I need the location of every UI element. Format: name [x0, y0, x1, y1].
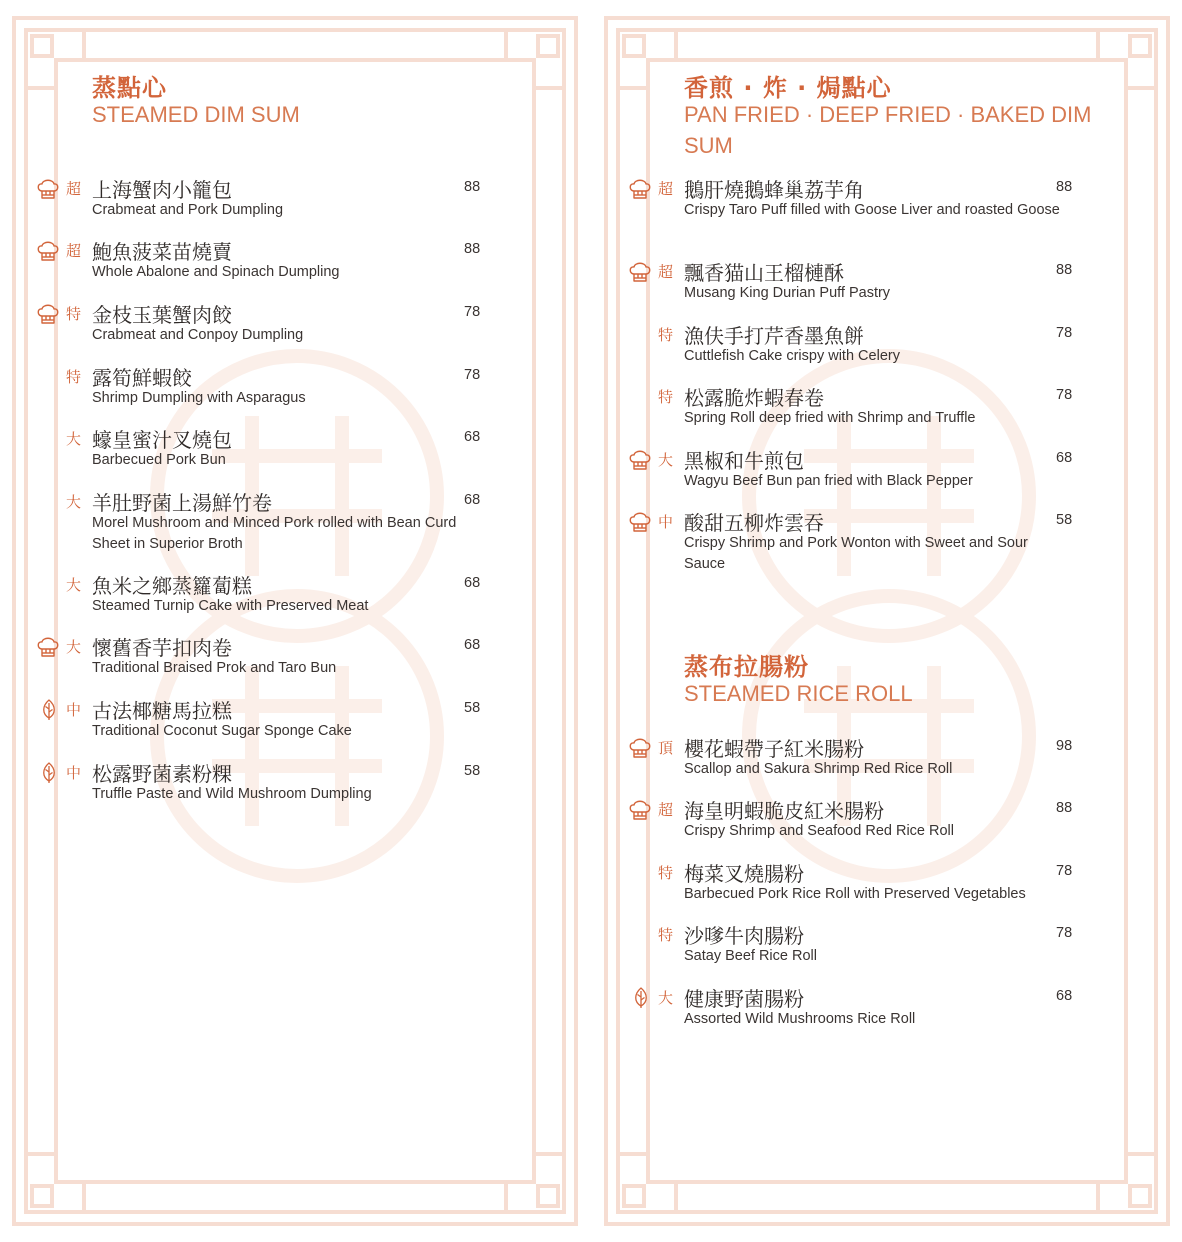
- dish-name-zh: 黑椒和牛煎包: [684, 449, 804, 473]
- menu-item: [604, 509, 1170, 572]
- section-title-en: STEAMED DIM SUM: [92, 102, 300, 127]
- dish-name-zh: 漁伕手打芹香墨魚餅: [684, 324, 864, 348]
- tier-badge: 超: [658, 180, 674, 198]
- tier-badge: 大: [66, 493, 82, 511]
- tier-badge: 特: [658, 864, 674, 882]
- chef-hat-icon: [628, 511, 652, 533]
- dish-price: 68: [464, 492, 481, 508]
- dish-price: 68: [464, 637, 481, 653]
- tier-badge: 大: [66, 576, 82, 594]
- leaf-icon: [633, 987, 649, 1009]
- tier-badge: 中: [66, 764, 82, 782]
- dish-name-en: Musang King Durian Puff Pastry: [684, 285, 891, 301]
- dish-price: 68: [464, 429, 481, 445]
- dish-name-zh: 梅菜叉燒腸粉: [684, 862, 804, 886]
- tier-badge: 中: [658, 513, 674, 531]
- menu-item: [604, 384, 1170, 444]
- dish-name-en: Crabmeat and Pork Dumpling: [92, 202, 284, 218]
- dish-name-en: Traditional Braised Prok and Taro Bun: [92, 660, 337, 676]
- tier-badge: 大: [66, 638, 82, 656]
- dish-name-en: Crispy Shrimp and Pork Wonton with Sweet and Sour Sauce: [684, 535, 1028, 572]
- dish-name-en: Wagyu Beef Bun pan fried with Black Pepper: [684, 473, 973, 489]
- menu-item: [604, 735, 1170, 795]
- tier-badge: 大: [658, 451, 674, 469]
- dish-price: 68: [1056, 988, 1073, 1004]
- dish-name-en: Shrimp Dumpling with Asparagus: [92, 390, 306, 406]
- dish-price: 58: [1056, 512, 1073, 528]
- menu-item: [604, 985, 1170, 1045]
- chef-hat-icon: [36, 636, 60, 658]
- dish-name-zh: 懷舊香芋扣肉卷: [92, 636, 232, 660]
- menu-item: [604, 322, 1170, 382]
- menu-content-left: [12, 16, 578, 1226]
- dish-name-en: Traditional Coconut Sugar Sponge Cake: [92, 723, 352, 739]
- section-title-en: STEAMED RICE ROLL: [684, 681, 913, 706]
- dish-name-zh: 魚米之鄉蒸籮蔔糕: [92, 574, 252, 598]
- menu-page-right: [604, 16, 1170, 1226]
- leaf-icon: [41, 699, 57, 721]
- tier-badge: 特: [66, 368, 82, 386]
- tier-badge: 大: [658, 989, 674, 1007]
- dish-name-en: Truffle Paste and Wild Mushroom Dumpling: [92, 786, 372, 802]
- dish-name-en: Barbecued Pork Bun: [92, 452, 226, 468]
- dish-price: 88: [1056, 179, 1073, 195]
- dish-name-zh: 海皇明蝦脆皮紅米腸粉: [684, 799, 884, 823]
- chef-hat-icon: [628, 799, 652, 821]
- dish-name-en: Scallop and Sakura Shrimp Red Rice Roll: [684, 761, 953, 777]
- menu-item: [12, 176, 578, 236]
- menu-item: [12, 697, 578, 757]
- menu-item: [604, 860, 1170, 920]
- dish-name-zh: 古法椰糖馬拉糕: [92, 699, 232, 723]
- dish-price: 78: [1056, 925, 1073, 941]
- tier-badge: 特: [658, 388, 674, 406]
- menu-item: [12, 364, 578, 424]
- menu-item: [12, 426, 578, 486]
- dish-name-en: Assorted Wild Mushrooms Rice Roll: [684, 1011, 916, 1027]
- tier-badge: 超: [66, 242, 82, 260]
- tier-badge: 特: [66, 305, 82, 323]
- menu-item: [604, 176, 1170, 236]
- dish-name-zh: 松露脆炸蝦春卷: [684, 386, 824, 410]
- dish-name-zh: 上海蟹肉小籠包: [92, 178, 232, 202]
- tier-badge: 超: [66, 180, 82, 198]
- section-title-zh: 蒸布拉腸粉: [684, 653, 809, 681]
- dish-name-en: Crispy Shrimp and Seafood Red Rice Roll: [684, 823, 954, 839]
- dish-price: 88: [1056, 800, 1073, 816]
- dish-name-en: Whole Abalone and Spinach Dumpling: [92, 264, 340, 280]
- dish-price: 78: [1056, 387, 1073, 403]
- menu-item: [12, 301, 578, 361]
- dish-name-en: Satay Beef Rice Roll: [684, 948, 817, 964]
- dish-price: 78: [1056, 863, 1073, 879]
- menu-item: [604, 922, 1170, 982]
- dish-price: 98: [1056, 738, 1073, 754]
- chef-hat-icon: [36, 178, 60, 200]
- menu-item: [604, 797, 1170, 857]
- tier-badge: 超: [658, 263, 674, 281]
- chef-hat-icon: [628, 449, 652, 471]
- dish-name-zh: 飄香猫山王榴槤酥: [684, 261, 844, 285]
- menu-item: [604, 259, 1170, 319]
- dish-price: 78: [1056, 325, 1073, 341]
- chef-hat-icon: [628, 737, 652, 759]
- dish-price: 88: [464, 179, 481, 195]
- dish-name-en: Cuttlefish Cake crispy with Celery: [684, 348, 900, 364]
- dish-price: 68: [1056, 450, 1073, 466]
- section-title-en: PAN FRIED · DEEP FRIED · BAKED DIM SUM: [684, 102, 1092, 158]
- menu-item: [12, 572, 578, 632]
- dish-price: 88: [464, 241, 481, 257]
- tier-badge: 特: [658, 926, 674, 944]
- section-title-zh: 蒸點心: [92, 74, 167, 102]
- dish-name-zh: 鮑魚菠菜苗燒賣: [92, 240, 232, 264]
- menu-page-left: [12, 16, 578, 1226]
- menu-item: [12, 238, 578, 298]
- dish-price: 68: [464, 575, 481, 591]
- dish-name-en: Crispy Taro Puff filled with Goose Liver and roasted Goose: [684, 202, 1060, 218]
- menu-item: [12, 760, 578, 820]
- dish-name-zh: 櫻花蝦帶子紅米腸粉: [684, 737, 864, 761]
- chef-hat-icon: [36, 240, 60, 262]
- dish-price: 78: [464, 367, 481, 383]
- dish-price: 88: [1056, 262, 1073, 278]
- dish-name-en: Morel Mushroom and Minced Pork rolled with Bean Curd Sheet in Superior Broth: [92, 515, 457, 552]
- menu-item: [12, 634, 578, 694]
- section-title-zh: 香煎 · 炸 · 焗點心: [684, 74, 892, 102]
- dish-name-en: Barbecued Pork Rice Roll with Preserved Vegetables: [684, 886, 1026, 902]
- chef-hat-icon: [36, 303, 60, 325]
- dish-name-zh: 酸甜五柳炸雲吞: [684, 511, 824, 535]
- chef-hat-icon: [628, 178, 652, 200]
- menu-content-right: [604, 16, 1170, 1226]
- dish-name-zh: 金枝玉葉蟹肉餃: [92, 303, 232, 327]
- dish-price: 58: [464, 700, 481, 716]
- menu-item: [12, 489, 578, 552]
- tier-badge: 中: [66, 701, 82, 719]
- dish-name-zh: 松露野菌素粉粿: [92, 762, 232, 786]
- chef-hat-icon: [628, 261, 652, 283]
- menu-item: [604, 447, 1170, 507]
- tier-badge: 超: [658, 801, 674, 819]
- tier-badge: 特: [658, 326, 674, 344]
- dish-name-zh: 蠔皇蜜汁叉燒包: [92, 428, 232, 452]
- dish-price: 78: [464, 304, 481, 320]
- dish-name-zh: 健康野菌腸粉: [684, 987, 804, 1011]
- tier-badge: 大: [66, 430, 82, 448]
- dish-name-en: Steamed Turnip Cake with Preserved Meat: [92, 598, 369, 614]
- leaf-icon: [41, 762, 57, 784]
- tier-badge: 頂: [658, 739, 674, 757]
- dish-name-zh: 露筍鮮蝦餃: [92, 366, 192, 390]
- dish-price: 58: [464, 763, 481, 779]
- dish-name-zh: 鵝肝燒鵝蜂巢荔芋角: [684, 178, 864, 202]
- dish-name-en: Spring Roll deep fried with Shrimp and Truffle: [684, 410, 976, 426]
- dish-name-en: Crabmeat and Conpoy Dumpling: [92, 327, 304, 343]
- dish-name-zh: 沙嗲牛肉腸粉: [684, 924, 804, 948]
- dish-name-zh: 羊肚野菌上湯鮮竹卷: [92, 491, 272, 515]
